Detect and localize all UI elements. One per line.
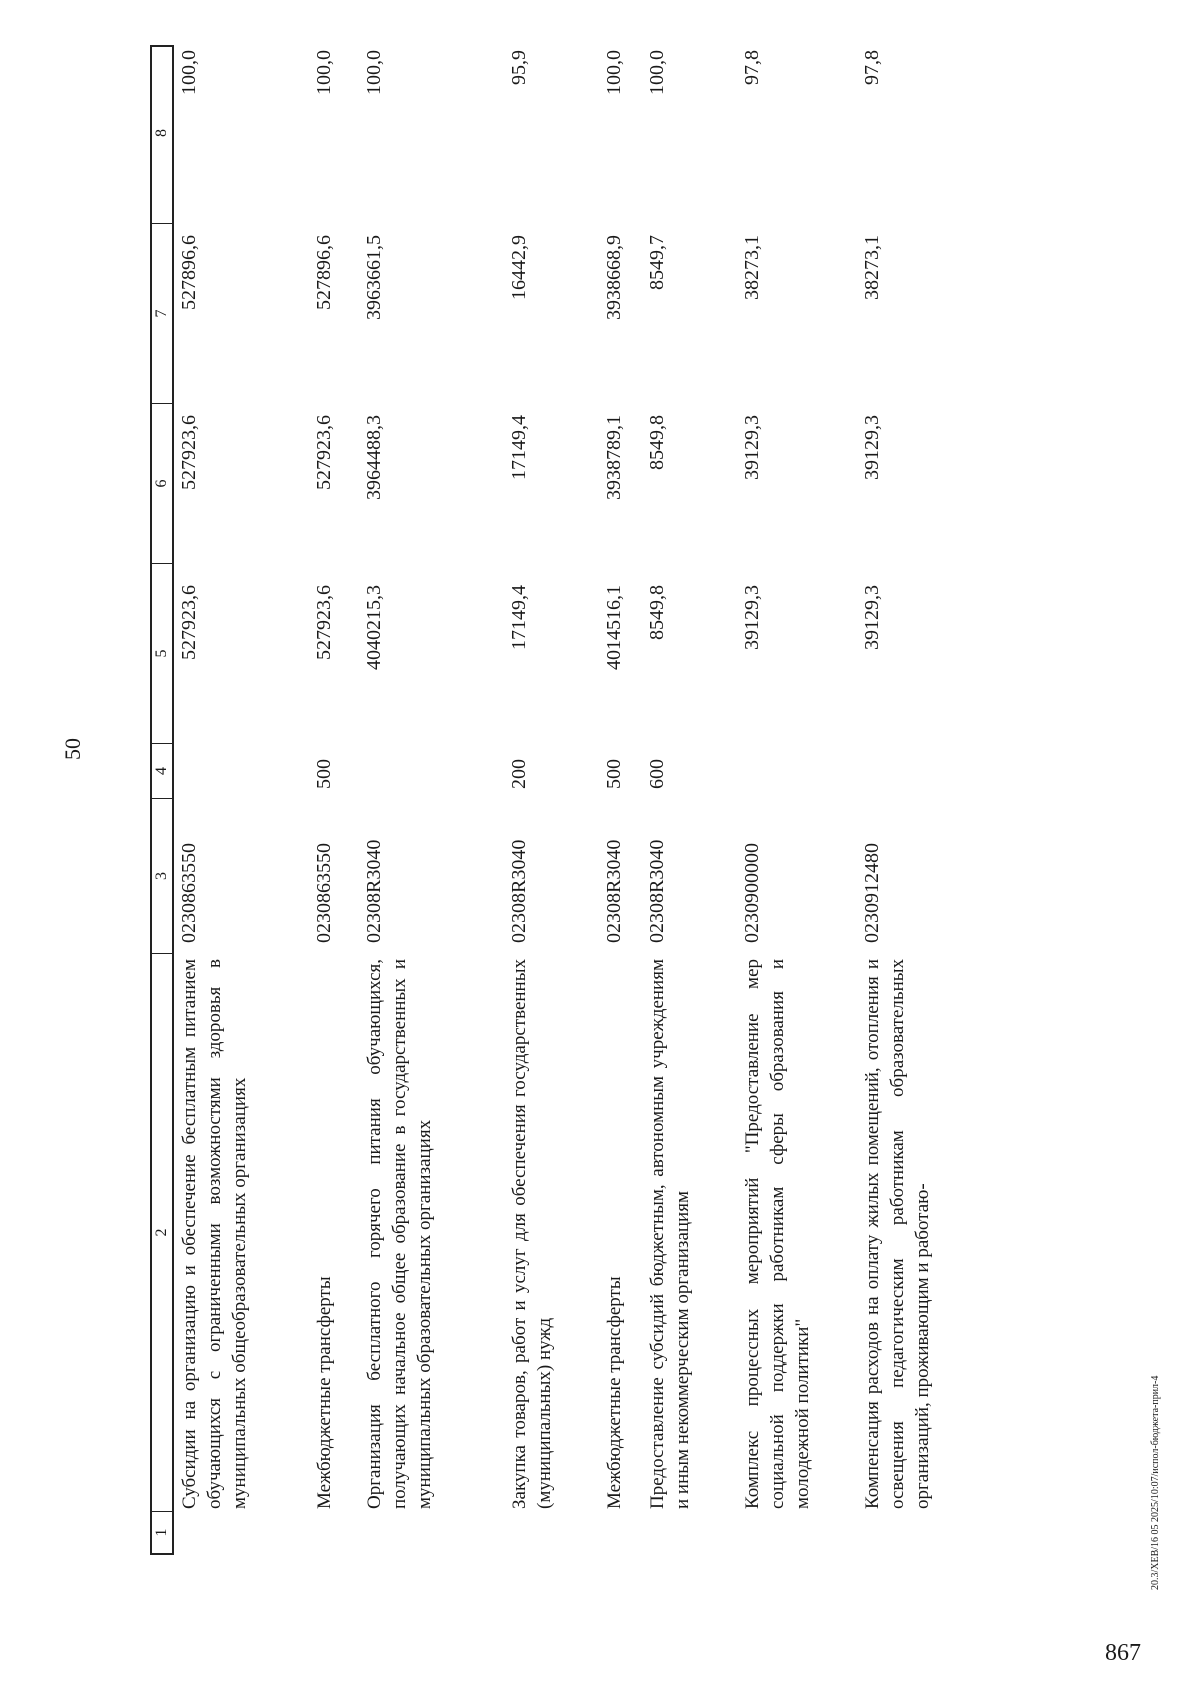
table-header bbox=[150, 45, 174, 1555]
row-col8: 100,0 bbox=[313, 50, 335, 95]
row-code: 0230900000 bbox=[741, 843, 763, 943]
col-header-1: 1 bbox=[152, 1511, 172, 1553]
row-code: 0230863550 bbox=[178, 843, 200, 943]
row-col5: 39129,3 bbox=[861, 585, 883, 650]
row-type: 500 bbox=[603, 759, 625, 789]
row-type: 500 bbox=[313, 759, 335, 789]
row-code: 02308R3040 bbox=[363, 839, 385, 943]
row-col5: 4014516,1 bbox=[603, 585, 625, 670]
row-col5: 527923,6 bbox=[313, 585, 335, 660]
row-col6: 3938789,1 bbox=[603, 415, 625, 500]
row-name: Межбюджетные трансферты bbox=[314, 1276, 335, 1509]
row-col8: 100,0 bbox=[646, 50, 668, 95]
row-col6: 39129,3 bbox=[861, 415, 883, 480]
row-col7: 16442,9 bbox=[508, 235, 530, 300]
row-col8: 97,8 bbox=[861, 50, 883, 85]
row-col5: 527923,6 bbox=[178, 585, 200, 660]
row-name: Компенсация расходов на оплату жилых помещений, отопления и освещения педагогическим работникам образовательных организаций, проживающим и работаю- bbox=[862, 959, 933, 1509]
row-code: 02308R3040 bbox=[646, 839, 668, 943]
row-name: Комплекс процессных мероприятий "Предоставление мер социальной поддержки работникам сферы образования и молодежной политики" bbox=[742, 959, 813, 1509]
row-col8: 97,8 bbox=[741, 50, 763, 85]
row-col7: 527896,6 bbox=[313, 235, 335, 310]
col-header-3: 3 bbox=[152, 798, 172, 953]
row-code: 0230863550 bbox=[313, 843, 335, 943]
row-col5: 8549,8 bbox=[646, 585, 668, 640]
sheet-number: 867 bbox=[1105, 1640, 1141, 1666]
row-col6: 8549,8 bbox=[646, 415, 668, 470]
row-code: 02308R3040 bbox=[603, 839, 625, 943]
col-header-4: 4 bbox=[152, 743, 172, 798]
rotated-table bbox=[150, 45, 1010, 1555]
row-name: Предоставление субсидий бюджетным, автономным учреждениям и иным некоммерческим организациям bbox=[647, 959, 693, 1509]
row-code: 02308R3040 bbox=[508, 839, 530, 943]
col-header-5: 5 bbox=[152, 563, 172, 743]
row-name: Закупка товаров, работ и услуг для обеспечения государственных (муниципальных) нужд bbox=[509, 959, 555, 1509]
footer-reference: 20.3/ХЕВ/16 05 2025/10:07/испол-бюджета-прил-4 bbox=[1150, 1375, 1161, 1590]
row-col5: 39129,3 bbox=[741, 585, 763, 650]
row-name: Организация бесплатного горячего питания обучающихся, получающих начальное общее образование в государственных и муниципальных образовательных организациях bbox=[364, 959, 435, 1509]
row-col6: 39129,3 bbox=[741, 415, 763, 480]
page-number: 50 bbox=[60, 738, 85, 760]
row-col6: 527923,6 bbox=[313, 415, 335, 490]
row-col8: 95,9 bbox=[508, 50, 530, 85]
row-name: Межбюджетные трансферты bbox=[604, 1276, 625, 1509]
row-col8: 100,0 bbox=[178, 50, 200, 95]
row-type: 200 bbox=[508, 759, 530, 789]
row-code: 0230912480 bbox=[861, 843, 883, 943]
col-header-7: 7 bbox=[152, 223, 172, 403]
row-type: 600 bbox=[646, 759, 668, 789]
row-col7: 527896,6 bbox=[178, 235, 200, 310]
row-col7: 3938668,9 bbox=[603, 235, 625, 320]
row-col6: 3964488,3 bbox=[363, 415, 385, 500]
row-col6: 527923,6 bbox=[178, 415, 200, 490]
row-col7: 3963661,5 bbox=[363, 235, 385, 320]
row-col7: 38273,1 bbox=[861, 235, 883, 300]
row-col5: 4040215,3 bbox=[363, 585, 385, 670]
row-col8: 100,0 bbox=[603, 50, 625, 95]
col-header-6: 6 bbox=[152, 403, 172, 563]
row-col6: 17149,4 bbox=[508, 415, 530, 480]
row-col5: 17149,4 bbox=[508, 585, 530, 650]
row-col7: 38273,1 bbox=[741, 235, 763, 300]
row-name: Субсидии на организацию и обеспечение бесплатным питанием обучающихся с ограниченными возможностями здоровья в муниципальных общеобразовательных организациях bbox=[179, 959, 250, 1509]
col-header-8: 8 bbox=[153, 129, 170, 137]
row-col7: 8549,7 bbox=[646, 235, 668, 290]
row-col8: 100,0 bbox=[363, 50, 385, 95]
col-header-2: 2 bbox=[152, 953, 172, 1511]
